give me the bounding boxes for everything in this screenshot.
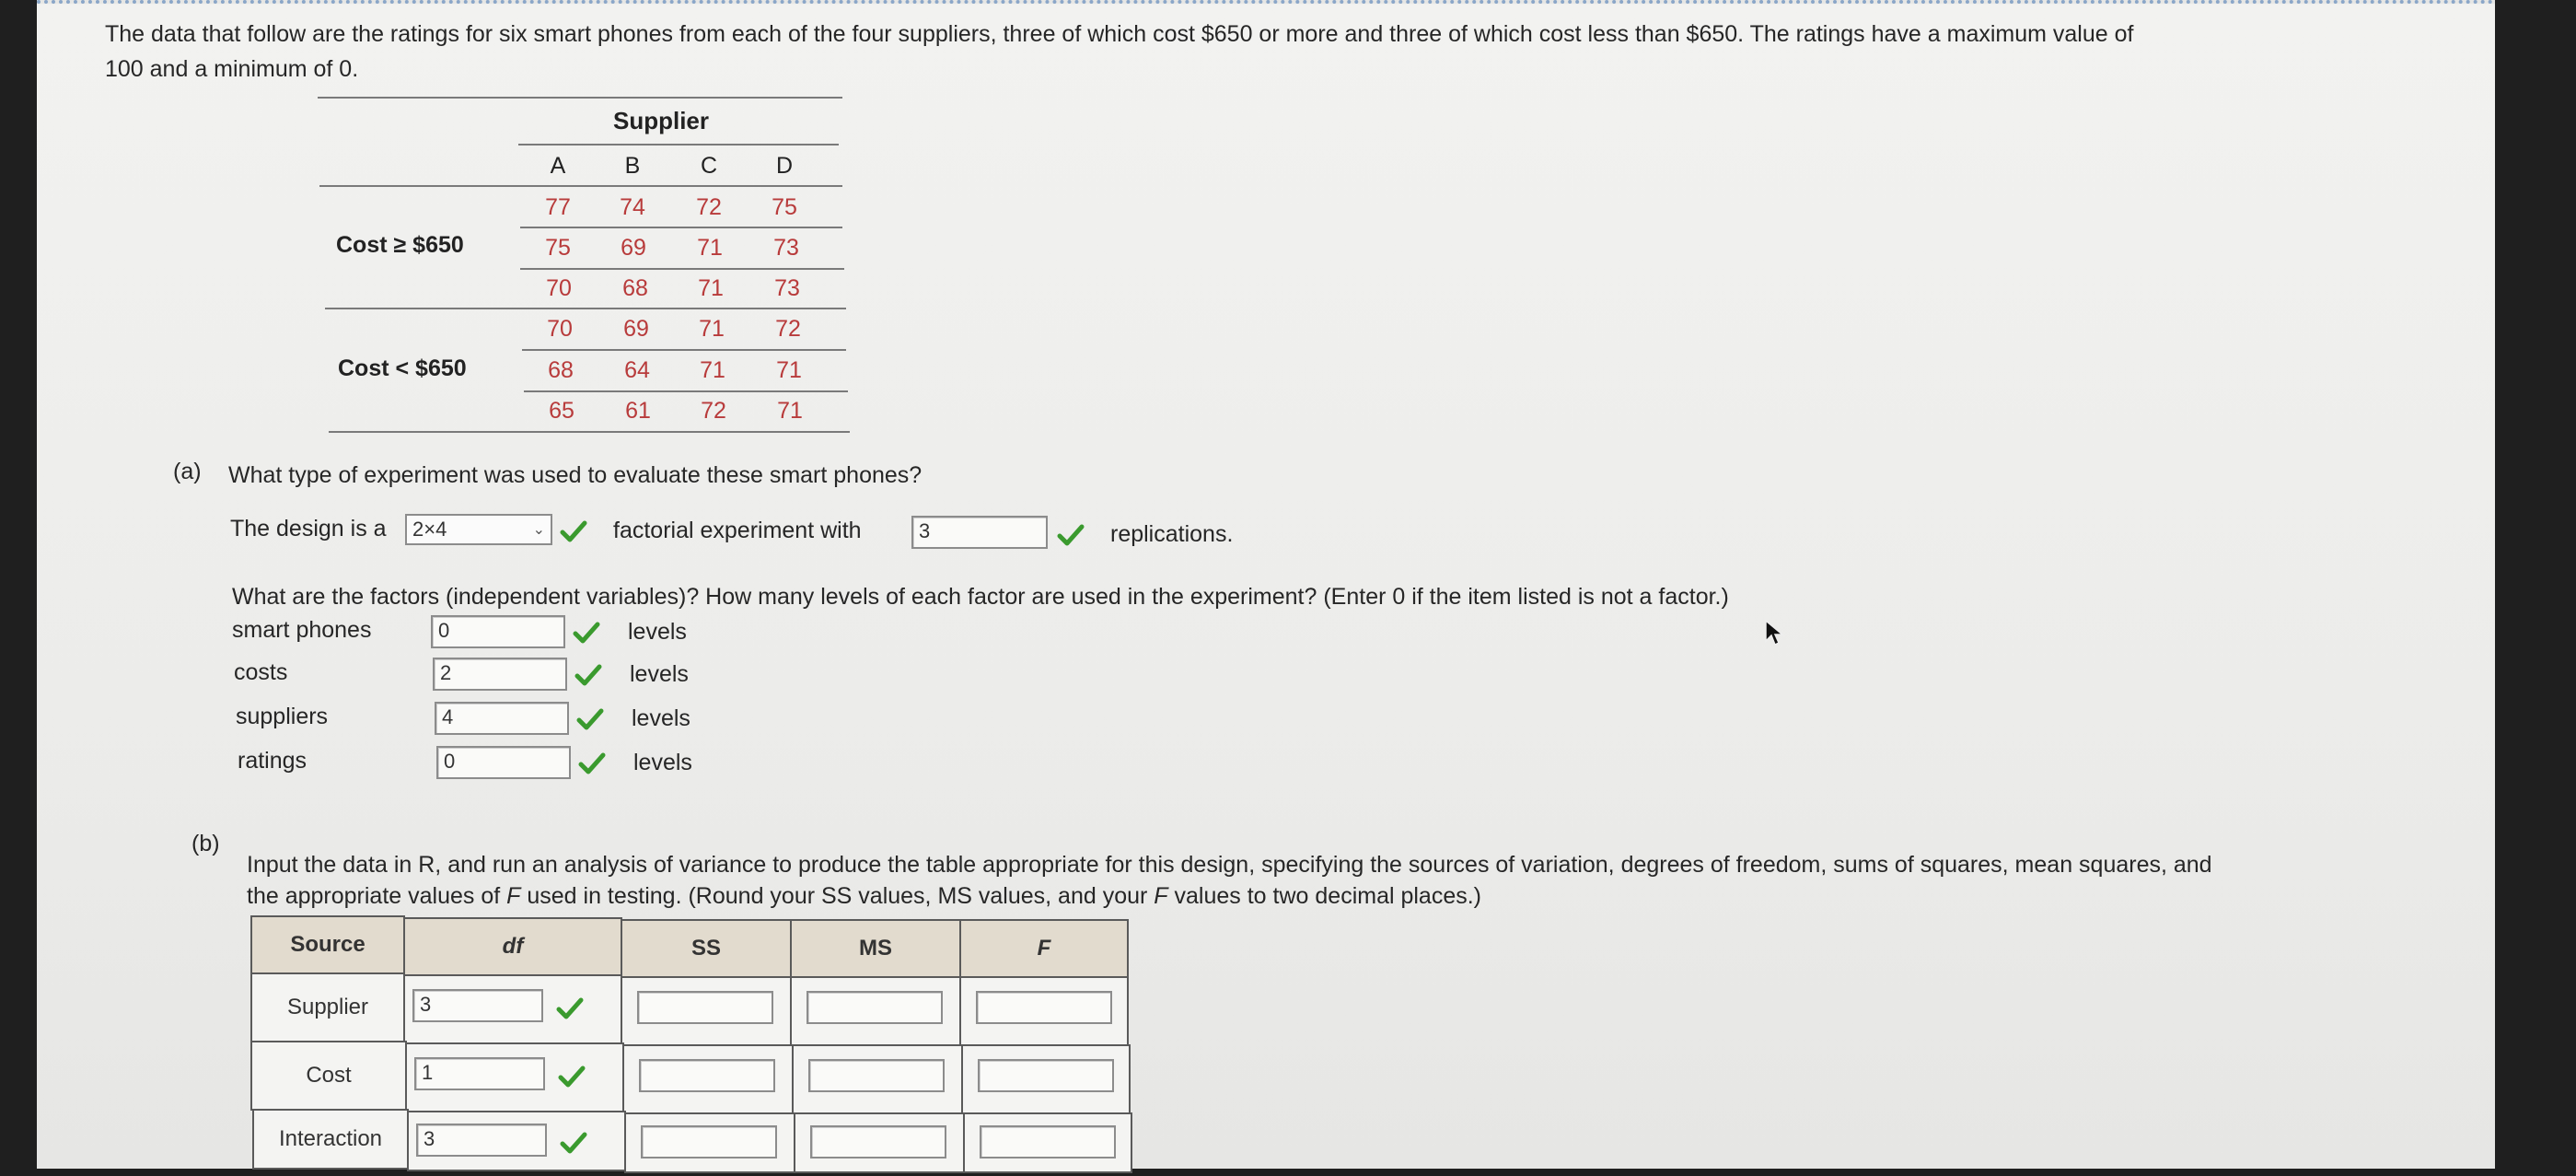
ss-cell	[624, 1112, 795, 1173]
data-cell: 71	[700, 357, 725, 383]
f-cell	[963, 1112, 1132, 1173]
intro-line-2: 100 and a minimum of 0.	[105, 56, 359, 82]
data-cell: 71	[776, 357, 802, 383]
header-ms: MS	[790, 919, 961, 978]
check-icon	[560, 1131, 587, 1155]
ms-cell	[792, 1044, 963, 1114]
check-icon	[558, 1065, 586, 1089]
data-cell: 65	[549, 398, 574, 424]
levels-label: levels	[630, 661, 689, 687]
cost-ms-input[interactable]	[808, 1059, 945, 1092]
data-cell: 71	[777, 398, 803, 424]
supplier-ms-input[interactable]	[806, 991, 943, 1024]
data-cell: 74	[620, 194, 645, 220]
check-icon	[573, 621, 600, 645]
factor-label-ratings: ratings	[238, 748, 307, 774]
smart-phones-levels-input[interactable]: 0	[431, 615, 565, 648]
check-icon	[1057, 523, 1085, 547]
cost-ss-input[interactable]	[639, 1059, 775, 1092]
check-icon	[560, 519, 587, 543]
part-a-question: What type of experiment was used to evaluate these smart phones?	[228, 462, 922, 488]
supplier-ss-input[interactable]	[637, 991, 773, 1024]
homework-page	[37, 0, 2495, 1169]
factor-label-suppliers: suppliers	[236, 704, 329, 729]
data-cell: 70	[546, 275, 572, 301]
supplier-f-input[interactable]	[976, 991, 1112, 1024]
header-df: df	[403, 917, 622, 976]
header-source: Source	[250, 915, 405, 974]
design-select[interactable]	[405, 514, 552, 545]
column-header-b: B	[624, 153, 641, 179]
f-cell	[961, 1044, 1131, 1114]
source-cost: Cost	[250, 1041, 407, 1111]
data-cell: 69	[621, 235, 646, 261]
ratings-data-table	[281, 92, 842, 433]
header-ss: SS	[621, 919, 792, 978]
chevron-down-icon: ⌄	[532, 522, 545, 538]
factor-label-smart-phones: smart phones	[232, 617, 372, 643]
source-supplier: Supplier	[250, 972, 405, 1042]
factors-question: What are the factors (independent variables)? How many levels of each factor are used in the experiment? (Enter 0 if the item listed is not a factor.)	[232, 584, 1729, 610]
costs-levels-input[interactable]: 2	[433, 658, 567, 691]
data-cell: 73	[773, 235, 799, 261]
design-select-value: 2×4	[412, 518, 447, 541]
check-icon	[576, 707, 604, 731]
part-b-instructions	[247, 849, 2493, 912]
check-icon	[556, 996, 584, 1020]
mouse-cursor-icon	[1764, 619, 1784, 646]
replications-input[interactable]: 3	[911, 516, 1048, 549]
data-cell: 61	[625, 398, 651, 424]
intro-line-1: The data that follow are the ratings for six smart phones from each of the four suppliers, three of which cost $650 or more and three of which cost less than $650. The ratings have a maximum value of	[105, 21, 2134, 47]
data-cell: 72	[775, 316, 801, 342]
data-cell: 68	[622, 275, 648, 301]
part-b-line-1: Input the data in R, and run an analysis of variance to produce the table appropriate for this design, specifying the sources of variation, degrees of freedom, sums of squares, mean squares, and	[247, 852, 2212, 878]
ss-cell	[621, 976, 792, 1046]
interaction-ss-input[interactable]	[641, 1125, 777, 1159]
column-header-d: D	[775, 153, 794, 179]
supplier-df-input[interactable]: 3	[412, 989, 543, 1022]
data-cell: 71	[698, 275, 724, 301]
df-cell	[405, 1042, 624, 1112]
data-cell: 64	[624, 357, 650, 383]
factorial-text: factorial experiment with	[613, 518, 862, 543]
interaction-df-input[interactable]: 3	[416, 1124, 547, 1157]
design-prefix: The design is a	[230, 516, 387, 541]
data-cell: 77	[545, 194, 571, 220]
data-cell: 75	[772, 194, 797, 220]
data-cell: 73	[774, 275, 800, 301]
part-a-letter: (a)	[173, 459, 202, 484]
part-b-letter: (b)	[191, 831, 220, 856]
suppliers-levels-input[interactable]: 4	[435, 702, 569, 735]
cost-df-input[interactable]: 1	[414, 1057, 545, 1090]
problem-intro	[105, 17, 2517, 87]
data-cell: 71	[697, 235, 723, 261]
column-header-c: C	[700, 153, 718, 179]
levels-label: levels	[628, 619, 687, 645]
df-cell	[407, 1111, 626, 1171]
interaction-f-input[interactable]	[980, 1125, 1116, 1159]
interaction-ms-input[interactable]	[810, 1125, 946, 1159]
ms-cell	[794, 1112, 965, 1173]
data-cell: 75	[545, 235, 571, 261]
levels-label: levels	[632, 705, 690, 731]
data-cell: 71	[699, 316, 725, 342]
data-cell: 69	[623, 316, 649, 342]
row-label-cost-high: Cost ≥ $650	[336, 232, 464, 258]
data-cell: 70	[547, 316, 573, 342]
f-cell	[959, 976, 1129, 1046]
df-cell	[403, 974, 622, 1044]
check-icon	[578, 751, 606, 775]
row-label-cost-low: Cost < $650	[338, 355, 467, 381]
ms-cell	[790, 976, 961, 1046]
check-icon	[574, 663, 602, 687]
ss-cell	[622, 1044, 794, 1114]
factor-label-costs: costs	[234, 659, 288, 685]
part-b-line-2: the appropriate values of F used in testing. (Round your SS values, MS values, and your F values to two decimal places.)	[247, 883, 1482, 909]
header-f: F	[959, 919, 1129, 978]
replications-text: replications.	[1110, 521, 1234, 547]
data-cell: 68	[548, 357, 574, 383]
column-header-a: A	[550, 153, 566, 179]
levels-label: levels	[633, 750, 692, 775]
ratings-levels-input[interactable]: 0	[436, 746, 571, 779]
supplier-header: Supplier	[613, 107, 710, 134]
data-cell: 72	[701, 398, 726, 424]
cost-f-input[interactable]	[978, 1059, 1114, 1092]
data-cell: 72	[696, 194, 722, 220]
source-interaction: Interaction	[252, 1109, 409, 1170]
